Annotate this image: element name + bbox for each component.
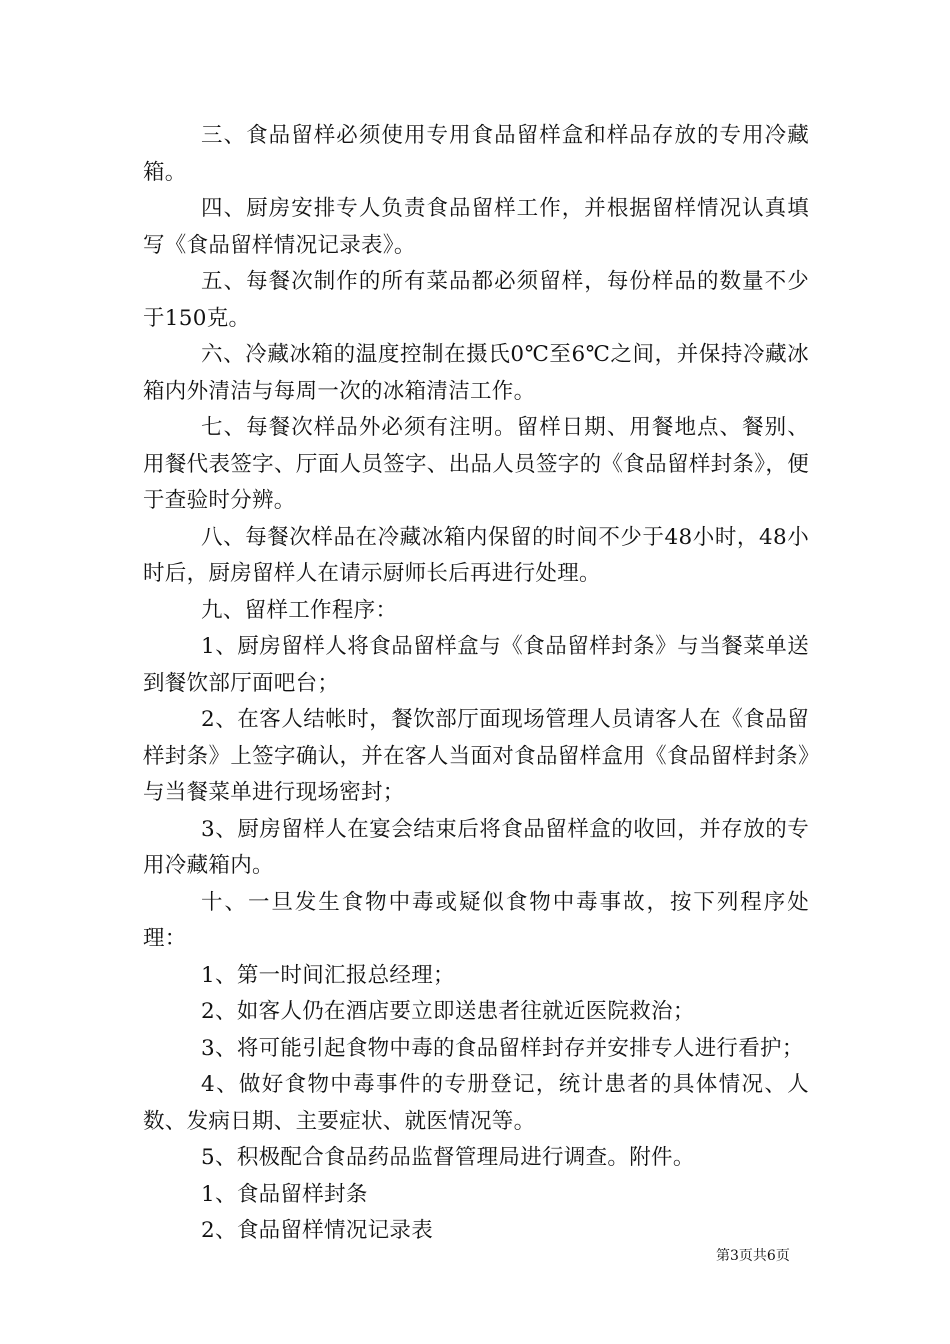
paragraph-poisoning-step-1: 1、第一时间汇报总经理； xyxy=(201,962,455,988)
paragraph-procedure-step-2: 2、在客人结帐时，餐饮部厅面现场管理人员请客人在《食品留样封条》上签字确认，并在客人当面对食品留样盒用《食品留样封条》与当餐菜单进行现场密封； xyxy=(143,707,809,805)
page-number-footer: 第3页共6页 xyxy=(716,1248,790,1264)
paragraph-fridge-temperature: 六、冷藏冰箱的温度控制在摄氏0℃至6℃之间，并保持冷藏冰箱内外清洁与每周一次的冰箱清洁工作。 xyxy=(143,342,809,404)
paragraph-attachment-2: 2、食品留样情况记录表 xyxy=(201,1218,434,1243)
paragraph-procedure-step-3: 3、厨房留样人在宴会结束后将食品留样盒的收回，并存放的专用冷藏箱内。 xyxy=(143,816,809,878)
paragraph-procedure-step-1: 1、厨房留样人将食品留样盒与《食品留样封条》与当餐菜单送到餐饮部厅面吧台； xyxy=(143,634,809,696)
paragraph-sample-labeling: 七、每餐次样品外必须有注明。留样日期、用餐地点、餐别、用餐代表签字、厅面人员签字、出品人员签字的《食品留样封条》，便于查验时分辨。 xyxy=(143,415,809,513)
paragraph-poisoning-step-5: 5、积极配合食品药品监督管理局进行调查。附件。 xyxy=(201,1145,695,1170)
paragraph-sample-box-rule: 三、食品留样必须使用专用食品留样盒和样品存放的专用冷藏箱。 xyxy=(143,123,809,185)
paragraph-poisoning-step-2: 2、如客人仍在酒店要立即送患者往就近医院救治； xyxy=(201,999,695,1024)
paragraph-poisoning-heading: 十、一旦发生食物中毒或疑似食物中毒事故，按下列程序处理： xyxy=(143,889,809,951)
paragraph-poisoning-step-3: 3、将可能引起食物中毒的食品留样封存并安排专人进行看护； xyxy=(201,1035,804,1061)
paragraph-sample-quantity: 五、每餐次制作的所有菜品都必须留样，每份样品的数量不少于150克。 xyxy=(143,269,809,331)
document-body xyxy=(143,118,809,1250)
paragraph-staff-responsibility: 四、厨房安排专人负责食品留样工作，并根据留样情况认真填写《食品留样情况记录表》。 xyxy=(143,196,809,258)
paragraph-poisoning-step-4: 4、做好食物中毒事件的专册登记，统计患者的具体情况、人数、发病日期、主要症状、就医情况等。 xyxy=(143,1072,809,1134)
paragraph-procedure-heading: 九、留样工作程序： xyxy=(201,597,398,623)
paragraph-retention-time: 八、每餐次样品在冷藏冰箱内保留的时间不少于48小时，48小时后，厨房留样人在请示厨师长后再进行处理。 xyxy=(143,524,809,586)
paragraph-attachment-1: 1、食品留样封条 xyxy=(201,1181,368,1207)
